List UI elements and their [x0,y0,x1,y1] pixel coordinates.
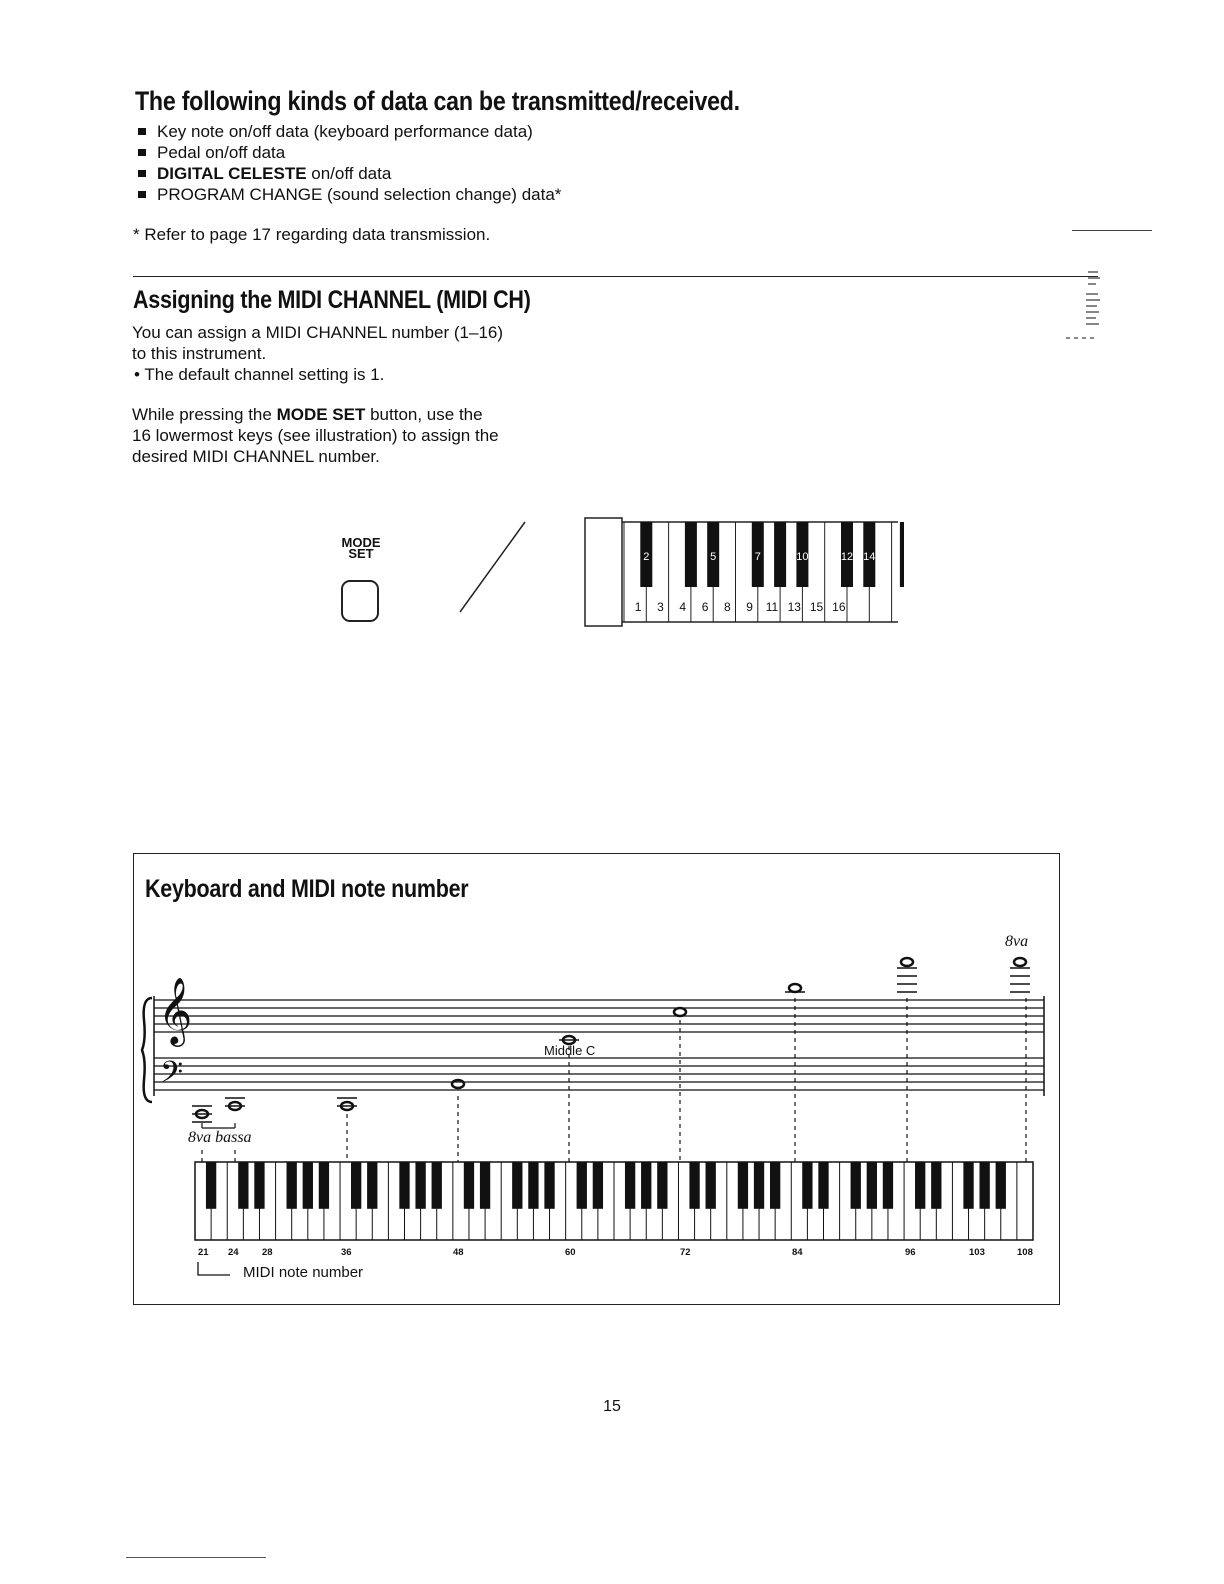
instruction-text: While pressing the [132,405,277,424]
midi-note-number: 28 [262,1247,273,1258]
black-key [738,1162,748,1209]
note-head [789,984,801,992]
data-types-list [135,121,561,205]
midi-note-number: 36 [341,1247,352,1258]
instruction-paragraph [132,404,499,467]
white-key-label: 3 [657,600,664,614]
intro-line-2: to this instrument. [132,344,267,363]
black-key [303,1162,313,1209]
list-item [135,163,561,184]
black-key [770,1162,780,1209]
note-head [452,1080,464,1088]
white-key-label: 4 [679,600,687,614]
black-key [963,1162,973,1209]
bullet-square-icon [138,149,146,156]
midi-note-number: 60 [565,1247,576,1258]
midi-note-number: 96 [905,1247,916,1258]
section-divider [133,276,1098,277]
list-item-text: PROGRAM CHANGE (sound selection change) data* [157,185,562,204]
black-key-label: 2 [643,551,650,563]
mode-set-bold: MODE SET [276,405,366,424]
pointer-bracket-icon [196,1262,236,1278]
midi-note-number: 84 [792,1247,803,1258]
bullet-square-icon [138,128,146,135]
black-key [319,1162,329,1209]
black-key-label: 7 [754,551,761,563]
black-key [480,1162,490,1209]
black-key [287,1162,297,1209]
black-key [528,1162,538,1209]
midi-note-number: 24 [228,1247,239,1258]
edge-mark [1072,230,1152,231]
black-key-label: 10 [796,551,809,563]
black-key [774,522,786,587]
white-key-label: 15 [809,600,824,614]
white-key-label: 16 [832,600,846,614]
black-key-label: 5 [710,551,717,563]
heading-keyboard-midi-note: Keyboard and MIDI note number [145,875,469,903]
black-key [979,1162,989,1209]
black-key [577,1162,587,1209]
channel-keyboard-illustration [584,516,904,631]
list-item-text: Pedal on/off data [157,143,286,162]
footnote: * Refer to page 17 regarding data transmission. [133,225,491,244]
black-key [802,1162,812,1209]
black-key [931,1162,941,1209]
treble-clef-icon: 𝄞 [158,976,193,1044]
midi-note-number: 72 [680,1247,691,1258]
black-key [351,1162,361,1209]
black-key [238,1162,248,1209]
black-key [915,1162,925,1209]
midi-note-number: 48 [453,1247,464,1258]
black-key [254,1162,264,1209]
mode-set-button-icon [341,580,379,622]
midi-note-numbers [0,1247,1224,1261]
black-key [432,1162,442,1209]
black-key-label: 12 [840,551,854,563]
note-head [674,1008,686,1016]
default-channel-note: • The default channel setting is 1. [134,365,385,384]
list-item [135,142,561,163]
black-key [399,1162,409,1209]
intro-paragraph [132,322,503,385]
black-key [883,1162,893,1209]
black-key-label: 14 [863,551,876,563]
binding-marks-icon [1066,270,1106,345]
intro-line-1: You can assign a MIDI CHANNEL number (1–16) [132,323,504,342]
black-key [685,522,697,587]
black-key [641,1162,651,1209]
black-key [415,1162,425,1209]
instruction-line-1 [132,404,499,425]
instruction-text: button, use the [365,405,483,424]
bullet-square-icon [138,170,146,177]
list-item [135,184,561,205]
note-head [1014,958,1026,966]
black-key [657,1162,667,1209]
bullet-square-icon [138,191,146,198]
midi-note-number: 21 [198,1247,209,1258]
ottava-label: 8va [1005,933,1029,950]
black-key [867,1162,877,1209]
list-item-bold-text: DIGITAL CELESTE [157,164,307,183]
list-item [135,121,561,142]
heading-transmitted-data: The following kinds of data can be transmitted/received. [135,86,740,116]
bass-clef-icon: 𝄢 [160,1056,184,1097]
midi-note-number-label: MIDI note number [243,1264,364,1281]
white-key-label: 11 [765,600,779,614]
black-key [706,1162,716,1209]
black-key [367,1162,377,1209]
ottava-bassa-label: 8va bassa [188,1129,252,1146]
white-key-label: 6 [701,600,709,614]
instruction-line-2: 16 lowermost keys (see illustration) to assign the [132,426,499,445]
heading-assign-midi-channel: Assigning the MIDI CHANNEL (MIDI CH) [133,286,531,314]
black-key [996,1162,1006,1209]
white-key-label: 13 [787,600,801,614]
black-key [544,1162,554,1209]
white-key-label: 1 [634,600,642,614]
midi-note-number: 108 [1017,1247,1033,1258]
bottom-edge-mark [126,1557,266,1558]
black-key [900,522,904,587]
page-number: 15 [603,1398,621,1415]
black-key [818,1162,828,1209]
black-key [851,1162,861,1209]
black-key [512,1162,522,1209]
black-key [754,1162,764,1209]
white-key-label: 8 [724,600,731,614]
black-key [593,1162,603,1209]
midi-note-number: 103 [969,1247,985,1258]
black-key [206,1162,216,1209]
black-key [689,1162,699,1209]
mode-set-label [336,537,386,559]
mode-label-line-1: MODE [341,535,381,550]
note-head [901,958,913,966]
white-key-label: 9 [746,600,753,614]
list-item-text: Key note on/off data (keyboard performance data) [157,122,533,141]
keyboard-staff-diagram [140,930,1050,1300]
black-key [464,1162,474,1209]
middle-c-label: Middle C [544,1043,596,1058]
instruction-line-3: desired MIDI CHANNEL number. [132,447,380,466]
list-item-text: on/off data [306,164,392,183]
diagonal-line-icon [455,520,530,615]
black-key [625,1162,635,1209]
mode-label-line-2: SET [348,546,374,561]
